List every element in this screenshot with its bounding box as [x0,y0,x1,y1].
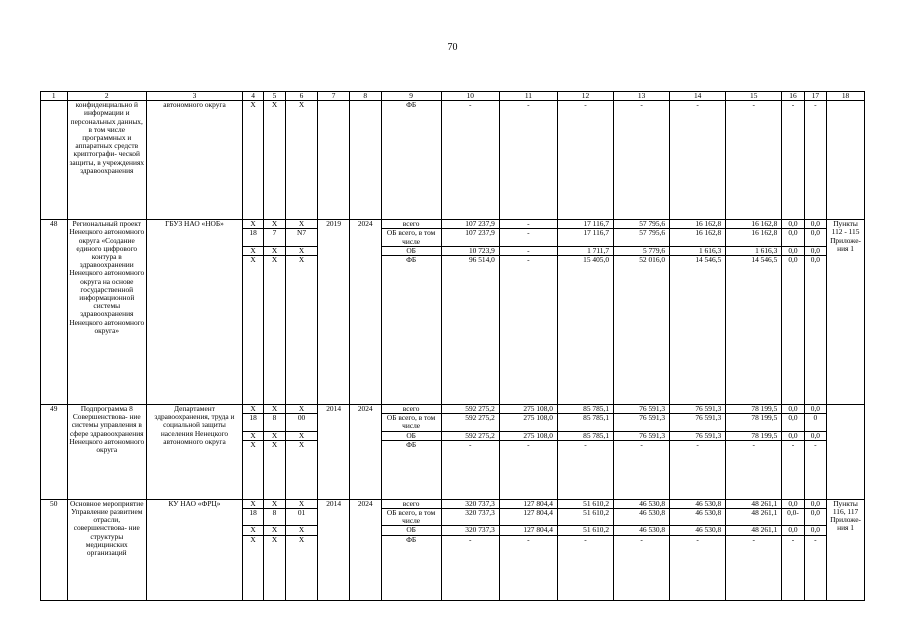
table-row [41,405,865,414]
header-row [41,92,865,101]
value-cell: - [499,101,557,220]
code-cell: 00 [285,414,318,431]
value-cell: 0,0 [804,526,826,535]
code-cell: X [242,101,263,220]
value-cell: 57 795,6 [614,220,670,229]
value-cell: 15 405,0 [557,256,613,405]
code-cell: X [285,440,318,499]
funding-source: ФБ [381,101,441,220]
value-cell: - [499,535,557,600]
value-cell: - [804,440,826,499]
value-cell: 275 108,0 [499,431,557,440]
value-cell: 48 261,1 [726,499,782,508]
value-cell: 107 237,9 [441,229,499,246]
year-start [318,101,350,220]
value-cell: - [726,101,782,220]
code-cell: X [242,405,263,414]
value-cell: - [557,535,613,600]
value-cell: 78 199,5 [726,405,782,414]
code-cell: X [285,535,318,600]
value-cell: 592 275,2 [441,405,499,414]
value-cell: - [614,535,670,600]
value-cell: - [726,535,782,600]
funding-source: ФБ [381,535,441,600]
row-number: 48 [41,220,68,405]
column-header: 12 [557,92,613,101]
funding-source: ОБ [381,431,441,440]
code-cell: X [242,440,263,499]
year-start: 2019 [318,220,350,405]
value-cell: 0,0 [804,256,826,405]
column-header: 15 [726,92,782,101]
value-cell: 1 711,7 [557,246,613,255]
value-cell: 17 116,7 [557,229,613,246]
value-cell: - [804,101,826,220]
code-cell: X [285,499,318,508]
value-cell: - [499,256,557,405]
executor: Департамент здравоохранения, труда и социальной защиты населения Ненецкого автономного округа [147,405,243,500]
year-start: 2014 [318,499,350,600]
value-cell: - [499,246,557,255]
value-cell: - [670,440,726,499]
code-cell: X [242,526,263,535]
item-name: Подпрограмма 8 Совершенствова- ние системы управления в сфере здравоохранения Ненецкого автономного округа [67,405,147,500]
value-cell: 48 261,1 [726,526,782,535]
code-cell: X [264,499,285,508]
code-cell: X [285,405,318,414]
code-cell: X [264,535,285,600]
program-table [40,91,865,601]
code-cell: N7 [285,229,318,246]
value-cell: 127 804,4 [499,509,557,526]
funding-source: всего [381,405,441,414]
value-cell: 592 275,2 [441,431,499,440]
value-cell: 16 162,8 [726,229,782,246]
value-cell: 0,0 [782,220,804,229]
value-cell: 76 591,3 [614,414,670,431]
page-number: 70 [447,42,458,53]
code-cell: 18 [242,229,263,246]
funding-source: ОБ [381,526,441,535]
value-cell: 0,0 [782,246,804,255]
value-cell: 0,0 [782,526,804,535]
column-header: 4 [242,92,263,101]
funding-source: всего [381,220,441,229]
value-cell: - [499,440,557,499]
table-row [41,499,865,508]
year-end: 2024 [349,499,381,600]
value-cell: 0,0 [782,414,804,431]
note-cell: Пункты 112 - 115 Приложе- ния 1 [827,220,865,405]
code-cell: X [285,220,318,229]
column-header: 3 [147,92,243,101]
code-cell: X [264,101,285,220]
value-cell: 46 530,8 [614,499,670,508]
value-cell: 0,0 [804,405,826,414]
value-cell: 0,0 [804,220,826,229]
value-cell: 592 275,2 [441,414,499,431]
note-cell [827,101,865,220]
code-cell: 7 [264,229,285,246]
value-cell: 52 016,0 [614,256,670,405]
value-cell: 17 116,7 [557,220,613,229]
value-cell: 46 530,8 [614,509,670,526]
column-header: 5 [264,92,285,101]
column-header: 13 [614,92,670,101]
value-cell: - [441,535,499,600]
value-cell: 0,0 [804,229,826,246]
column-header: 8 [349,92,381,101]
value-cell: 275 108,0 [499,414,557,431]
value-cell: 0,0- [782,509,804,526]
row-number: 50 [41,499,68,600]
value-cell: 85 785,1 [557,431,613,440]
value-cell: 14 546,5 [670,256,726,405]
value-cell: - [614,101,670,220]
code-cell: X [264,431,285,440]
code-cell: X [264,405,285,414]
value-cell: 78 199,5 [726,431,782,440]
funding-source: ОБ [381,246,441,255]
value-cell: - [614,440,670,499]
value-cell: - [557,440,613,499]
value-cell: 46 530,8 [614,526,670,535]
funding-source: ОБ всего, в том числе [381,509,441,526]
code-cell: X [242,256,263,405]
value-cell: - [441,101,499,220]
executor: КУ НАО «ФРЦ» [147,499,243,600]
value-cell: 0,0 [782,499,804,508]
code-cell: X [242,246,263,255]
value-cell: 51 610,2 [557,499,613,508]
value-cell: 76 591,3 [614,405,670,414]
funding-source: ФБ [381,256,441,405]
code-cell: X [264,246,285,255]
value-cell: 10 723,9 [441,246,499,255]
code-cell: X [264,526,285,535]
value-cell: 16 162,8 [670,229,726,246]
column-header: 18 [827,92,865,101]
column-header: 7 [318,92,350,101]
column-header: 1 [41,92,68,101]
value-cell: 51 610,2 [557,526,613,535]
executor: автономного округа [147,101,243,220]
value-cell: - [782,535,804,600]
value-cell: 127 804,4 [499,499,557,508]
row-number: 49 [41,405,68,500]
code-cell: X [264,220,285,229]
code-cell: 8 [264,414,285,431]
row-number [41,101,68,220]
item-name: Региональный проект Ненецкого автономного округа «Создание единого цифрового контура в здравоохранении Ненецкого автономного округа на основе государственной информационной системы здравоохранения Ненецкого автономного округа» [67,220,147,405]
value-cell: 5 779,6 [614,246,670,255]
column-header: 17 [804,92,826,101]
code-cell: X [285,101,318,220]
value-cell: 275 108,0 [499,405,557,414]
value-cell: 46 530,8 [670,499,726,508]
value-cell: 320 737,3 [441,509,499,526]
year-end: 2024 [349,220,381,405]
code-cell: X [285,526,318,535]
value-cell: 78 199,5 [726,414,782,431]
value-cell: 320 737,3 [441,526,499,535]
funding-source: ОБ всего, в том числе [381,229,441,246]
code-cell: X [242,220,263,229]
value-cell: 1 616,3 [726,246,782,255]
funding-source: всего [381,499,441,508]
value-cell: 127 804,4 [499,526,557,535]
item-name: конфиденциально й информации и персональных данных, в том числе программных и аппаратных средств криптографи- ческой защиты, в учреждениях здравоохранения [67,101,147,220]
column-header: 11 [499,92,557,101]
value-cell: - [670,101,726,220]
value-cell: 107 237,9 [441,220,499,229]
value-cell: 51 610,2 [557,509,613,526]
funding-source: ОБ всего, в том числе [381,414,441,431]
value-cell: 76 591,3 [670,405,726,414]
funding-source: ФБ [381,440,441,499]
value-cell: - [726,440,782,499]
column-header: 14 [670,92,726,101]
value-cell: 76 591,3 [670,431,726,440]
column-header: 2 [67,92,147,101]
column-header: 6 [285,92,318,101]
code-cell: 18 [242,509,263,526]
note-cell [827,405,865,500]
value-cell: 0,0 [804,509,826,526]
value-cell: 85 785,1 [557,414,613,431]
code-cell: X [242,431,263,440]
value-cell: - [804,535,826,600]
note-cell: Пункты 116, 117 Приложе- ния 1 [827,499,865,600]
value-cell: - [782,101,804,220]
code-cell: 18 [242,414,263,431]
value-cell: 14 546,5 [726,256,782,405]
value-cell: 0 [804,414,826,431]
value-cell: 46 530,8 [670,526,726,535]
value-cell: - [499,220,557,229]
value-cell: 76 591,3 [670,414,726,431]
year-start: 2014 [318,405,350,500]
value-cell: - [499,229,557,246]
value-cell: - [670,535,726,600]
value-cell: 57 795,6 [614,229,670,246]
value-cell: 0,0 [804,431,826,440]
value-cell: 96 514,0 [441,256,499,405]
value-cell: 0,0 [782,431,804,440]
value-cell: 85 785,1 [557,405,613,414]
value-cell: 48 261,1 [726,509,782,526]
value-cell: - [441,440,499,499]
item-name: Основное мероприятие Управление развитием отрасли, совершенствова- ние структуры медицинских организаций [67,499,147,600]
value-cell: 16 162,8 [726,220,782,229]
value-cell: 0,0 [804,499,826,508]
executor: ГБУЗ НАО «НОБ» [147,220,243,405]
table-row [41,101,865,220]
year-end: 2024 [349,405,381,500]
code-cell: X [242,499,263,508]
value-cell: - [557,101,613,220]
code-cell: X [242,535,263,600]
year-end [349,101,381,220]
code-cell: X [264,440,285,499]
value-cell: 0,0 [782,256,804,405]
value-cell: 0,0 [782,405,804,414]
code-cell: X [285,246,318,255]
value-cell: 0,0 [782,229,804,246]
value-cell: 16 162,8 [670,220,726,229]
code-cell: X [285,431,318,440]
value-cell: 320 737,3 [441,499,499,508]
value-cell: 76 591,3 [614,431,670,440]
code-cell: X [264,256,285,405]
value-cell: - [782,440,804,499]
value-cell: 46 530,8 [670,509,726,526]
column-header: 16 [782,92,804,101]
code-cell: 8 [264,509,285,526]
code-cell: X [285,256,318,405]
column-header: 10 [441,92,499,101]
value-cell: 0,0 [804,246,826,255]
value-cell: 1 616,3 [670,246,726,255]
table-row [41,220,865,229]
code-cell: 01 [285,509,318,526]
column-header: 9 [381,92,441,101]
